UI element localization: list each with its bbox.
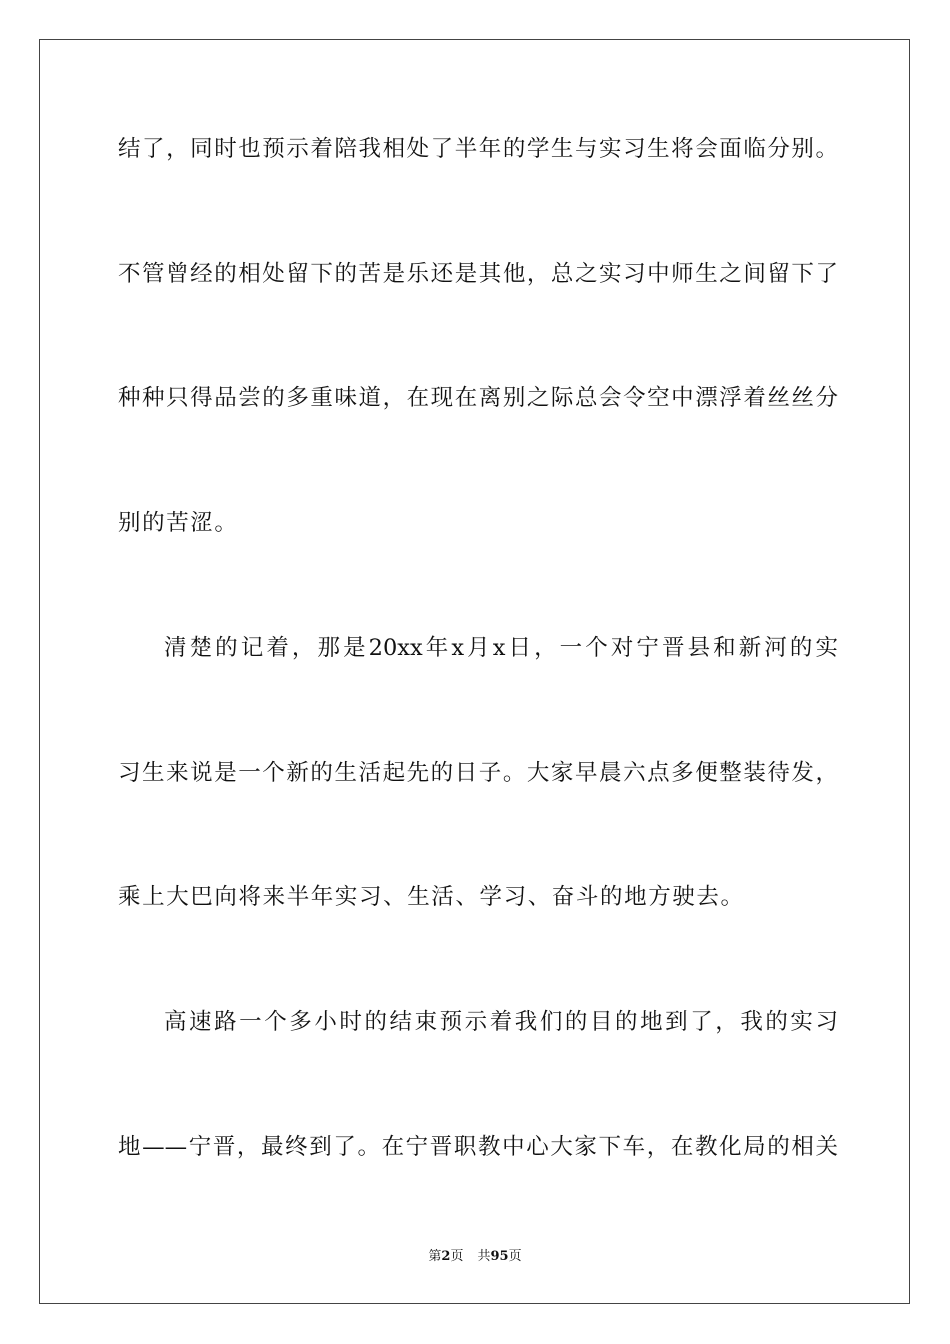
total-pages: 95 — [490, 1249, 509, 1264]
text-line-1: 结了，同时也预示着陪我相处了半年的学生与实习生将会面临分别。 — [118, 136, 838, 162]
total-label-suffix: 页 — [508, 1249, 522, 1264]
text-line-6: 习生来说是一个新的生活起先的日子。大家早晨六点多便整装待发， — [118, 760, 838, 786]
text-line-3: 种种只得品尝的多重味道，在现在离别之际总会令空中漂浮着丝丝分 — [118, 385, 838, 411]
page-number: 2 — [441, 1249, 451, 1264]
text-line-2: 不管曾经的相处留下的苦是乐还是其他，总之实习中师生之间留下了 — [118, 261, 838, 287]
page-footer — [0, 1248, 950, 1266]
page-label-suffix: 页 — [450, 1249, 464, 1264]
text-line-5: 清楚的记着，那是20xx年x月x日，一个对宁晋县和新河的实 — [164, 635, 838, 661]
text-line-9: 地——宁晋，最终到了。在宁晋职教中心大家下车，在教化局的相关 — [118, 1134, 838, 1160]
text-line-4: 别的苦涩。 — [118, 510, 239, 536]
text-line-8: 高速路一个多小时的结束预示着我们的目的地到了，我的实习 — [164, 1009, 838, 1035]
text-line-7: 乘上大巴向将来半年实习、生活、学习、奋斗的地方驶去。 — [118, 884, 745, 910]
page-border — [39, 39, 910, 1304]
total-label-prefix: 共 — [477, 1249, 491, 1264]
page-label-prefix: 第 — [428, 1249, 442, 1264]
